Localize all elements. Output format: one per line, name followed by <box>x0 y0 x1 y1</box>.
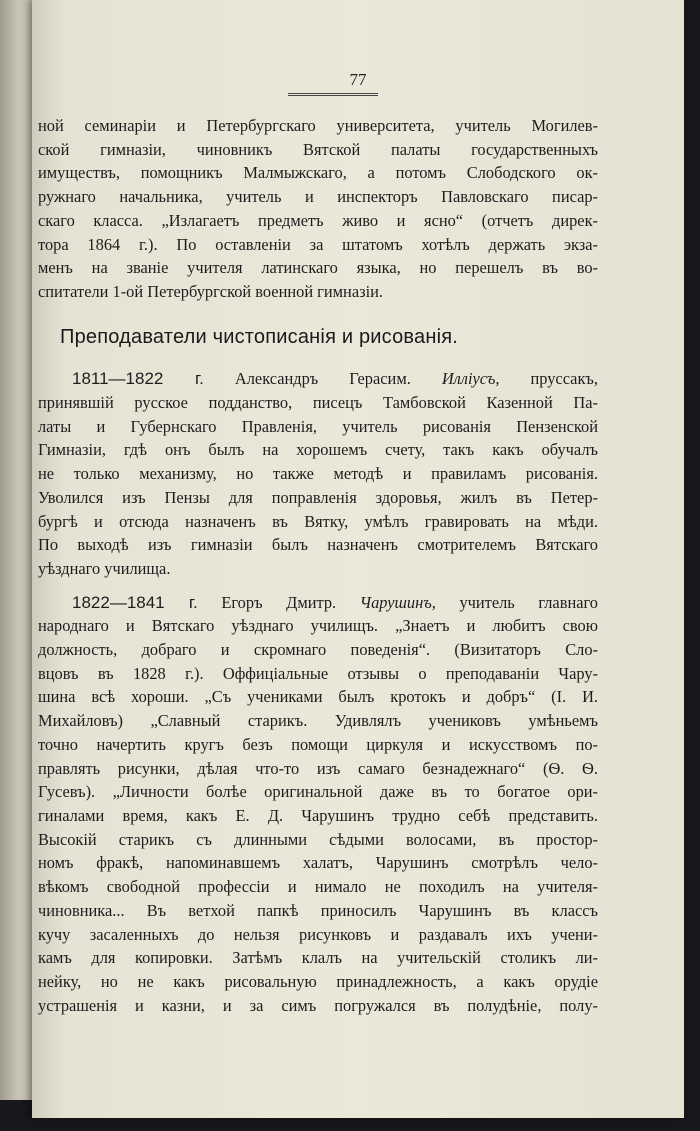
text-line: Уволился изъ Пензы для поправленія здоровья, жилъ въ Петер- <box>38 487 598 507</box>
text-line: гиналами время, какъ Е. Д. Чарушинъ трудно себѣ представить. <box>38 805 598 825</box>
text-line: принявшій русское подданство, писецъ Тамбовской Казенной Па- <box>38 393 598 413</box>
text-line: скаго класса. „Излагаетъ предметъ живо и ясно“ (отчетъ дирек- <box>38 210 598 230</box>
entry-name: Егоръ Дмитр. <box>221 592 337 612</box>
text-line: нейку, но не какъ рисовальную принадлежность, а какъ орудіе <box>38 971 598 991</box>
entry-first-rest: учитель главнаго <box>459 592 599 612</box>
text-line: ской гимназіи, чиновникъ Вятской палаты государственныхъ <box>38 139 598 159</box>
text-line: точно начертить кругъ безъ помощи циркуля и искусствомъ по- <box>38 734 598 754</box>
text-line: спитатели 1-ой Петербургской военной гимназіи. <box>38 281 383 301</box>
page-number: 77 <box>349 70 367 89</box>
text-line: Высокій старикъ съ длинными сѣдыми волосами, въ простор- <box>38 829 598 849</box>
entry-first-line <box>38 367 598 391</box>
text-line: номъ фракѣ, напоминавшемъ халатъ, Чарушинъ смотрѣлъ чело- <box>38 853 598 873</box>
text-line: ружнаго начальника, учитель и инспекторъ Павловскаго писар- <box>38 187 598 207</box>
entry-years: 1811—1822 г. <box>72 369 204 389</box>
text-line: вѣкомъ свободной профессіи и нимало не походилъ на учителя- <box>38 877 598 897</box>
section-heading: Преподаватели чистописанія и рисованія. <box>60 325 459 348</box>
text-line: По выходѣ изъ гимназіи былъ назначенъ смотрителемъ Вятскаго <box>38 535 598 555</box>
text-line: латы и Губернскаго Правленія, учитель рисованія Пензенской <box>38 416 598 436</box>
top-paragraph <box>38 114 598 304</box>
text-line: должность, добраго и скромнаго поведенія“. (Визитаторъ Сло- <box>38 640 598 660</box>
text-line: Гимназіи, гдѣ онъ былъ на хорошемъ счету, такъ какъ обучалъ <box>38 440 598 460</box>
entry-name: Александръ Герасим. <box>234 369 411 389</box>
entry-surname: Чарушинъ, <box>359 592 436 612</box>
text-line: кучу засаленныхъ до нельзя рисунковъ и раздавалъ ихъ учени- <box>38 924 598 944</box>
entry-surname: Иллiусъ, <box>441 369 500 389</box>
entry-charushin <box>38 591 598 1018</box>
text-line: камъ для копировки. Затѣмъ клалъ на учительскій столикъ ли- <box>38 948 598 968</box>
text-line: тора 1864 г.). По оставленіи за штатомъ хотѣлъ держать экза- <box>38 234 598 254</box>
entry-illius <box>38 367 598 580</box>
text-line: шина всѣ хороши. „Съ учениками былъ кротокъ и добръ“ (І. И. <box>38 687 598 707</box>
page-text <box>38 114 598 1017</box>
text-line: бургѣ и отсюда назначенъ въ Вятку, умѣлъ гравировать на мѣди. <box>38 511 598 531</box>
text-line: чиновника... Въ ветхой папкѣ приносилъ Чарушинъ въ классъ <box>38 900 598 920</box>
text-line: менъ на званіе учителя латинскаго языка, но перешелъ въ во- <box>38 258 598 278</box>
text-line: Михайловъ) „Славный старикъ. Удивлялъ учениковъ умѣньемъ <box>38 711 598 731</box>
text-line: имуществъ, помощникъ Малмыжскаго, а потомъ Слободского ок- <box>38 163 598 183</box>
book-page <box>32 0 684 1118</box>
entry-years: 1822—1841 г. <box>72 592 198 612</box>
text-line: ной семинаріи и Петербургскаго университета, учитель Могилев- <box>38 116 598 135</box>
text-line: вцовъ въ 1828 г.). Оффиціальные отзывы о преподаваніи Чару- <box>38 663 598 683</box>
text-line: не только механизму, но также методѣ и правиламъ рисованія. <box>38 464 598 484</box>
entry-first-line <box>38 591 598 615</box>
text-line: народнаго и Вятскаго уѣзднаго училищъ. „Знаетъ и любитъ свою <box>38 616 598 636</box>
text-line: уѣзднаго училища. <box>38 558 171 578</box>
text-line: устрашенія и казни, и за симъ погружался въ полудѣніе, полу- <box>38 995 598 1015</box>
text-line: Гусевъ). „Личности болѣе оригинальной даже въ то богатое ори- <box>38 782 598 802</box>
header-rule <box>288 93 378 96</box>
text-line: правлять рисунки, дѣлая что-то изъ самаго безнадежнаго“ (Ѳ. Ѳ. <box>38 758 598 778</box>
entry-first-rest: пруссакъ, <box>530 369 598 389</box>
